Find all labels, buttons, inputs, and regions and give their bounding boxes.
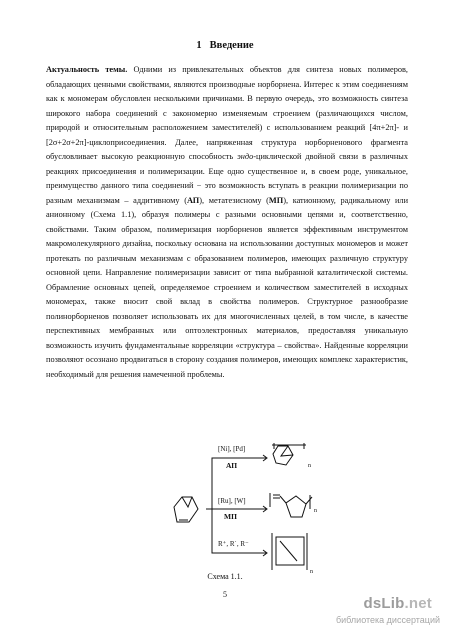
section-number: 1 [196,40,202,51]
catalyst-ru-w: [Ru], [W] [218,497,246,505]
text-part-3: ), метатезисному ( [199,195,269,205]
section-title: Введение [209,40,254,51]
ap-abbrev: АП [186,195,200,205]
scheme-caption: Схема 1.1. [207,572,243,581]
scheme-diagram [160,425,320,580]
page-number: 5 [223,590,227,599]
text-part-2: -циклической двойной связи в различных реакциях присоединения и полимеризации. Еще одно существенное и, в своем роде, уникальное, преимущество данного типа соединений − это возможность вступать в реакции полимеризации по разным механизмам – аддитивному ( [46,152,408,205]
watermark [320,595,440,629]
endo-term: эндо [237,152,254,161]
text-part-1: Одними из привлекательных объектов для синтеза новых полимеров, обладающих ценными свойствами, являются производные норборнена. Интерес к этим соединениям как к мономерам обусловлен несколькими причинами. В первую очередь, это возможность синтеза широкого набора соединений с закономерно изменяемым строением (различающихся числом, природой и относительным расположением заместителей) с использованием реакций [4π+2π]- и [2σ+2σ+2π]-циклоприсоединения. Далее, напряженная структура норборненового фрагмента обусловливает высокую реакционную способность [46,65,408,161]
watermark-subtitle: библиотека диссертаций [335,615,440,625]
subscript-n-mp: n [314,508,317,514]
metathesis-polymer-structure [270,493,312,517]
addition-polymer-structure [272,443,306,465]
catalyst-ionic-radical: R⁺, R˙, R⁻ [218,540,249,548]
catalyst-ni-pd: [Ni], [Pd] [218,445,246,453]
mp-label: МП [224,512,237,521]
body-paragraph [46,63,408,382]
section-heading [0,40,450,51]
mp-abbrev: МП [268,195,284,205]
norbornene-structure [174,497,198,522]
text-part-4: ), катионному, радикальному или анионному (Схема 1.1), образуя полимеры с разными основными цепями и, соответственно, свойствами. Таким образом, полимеризация норборненов является эффективным инструментом макромолекулярного дизайна, поскольку основана на использовании доступных мономеров и может протекать по различным механизмам с образованием полимеров, имеющих различную структуру основной цепи. Направление полимеризации зависит от типа выбранной каталитической системы. Обрамление основных цепей, определяемое строением и количеством заместителей в исходных мономерах, также вносит свой вклад в свойства полимеров. Структурное разнообразие полинорборненов позволяет использовать их для многочисленных целей, в том числе, в качестве перспективных мембранных или оптоэлектронных материалов, предоставляя уникальную возможность изучить фундаментальные корреляции «структура – свойства». Найденные корреляции позволяют осознано продвигаться в сторону создания полимеров, имеющих комплекс характеристик, необходимый для решения намеченной проблемы. [46,195,409,379]
subscript-n-ionic: n [310,569,313,575]
reaction-scheme [160,425,320,580]
lead-phrase: Актуальность темы. [46,65,128,74]
watermark-logo: dsLib.net [363,595,432,612]
ap-label: АП [226,461,238,470]
subscript-n-ap: n [308,463,311,469]
ionic-polymer-structure [272,533,307,570]
